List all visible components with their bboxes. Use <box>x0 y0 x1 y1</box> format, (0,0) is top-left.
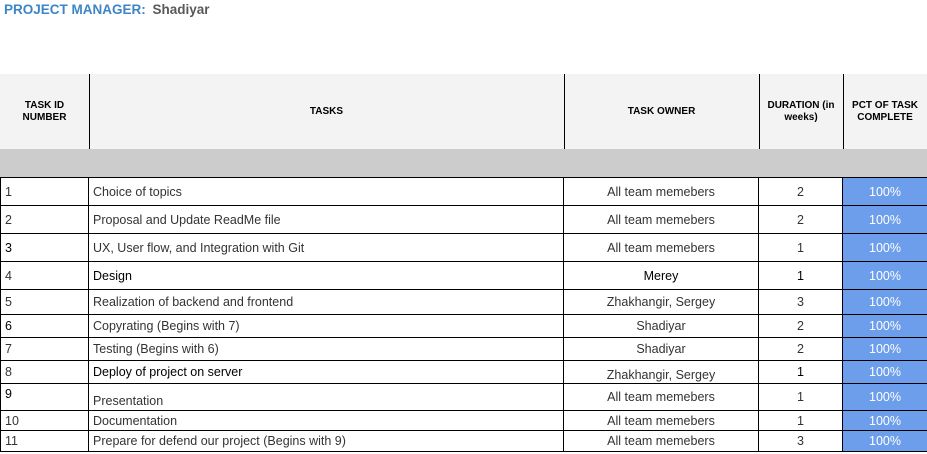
task-owner-cell[interactable]: All team memebers <box>564 178 759 205</box>
project-manager-label: PROJECT MANAGER: <box>4 2 146 17</box>
pct-complete-cell[interactable]: 100% <box>843 411 927 430</box>
task-name-cell[interactable]: Prepare for defend our project (Begins with 9) <box>89 431 564 451</box>
duration-cell[interactable]: 1 <box>759 234 843 261</box>
task-name-cell[interactable]: Deploy of project on server <box>89 361 564 383</box>
task-table <box>0 177 927 452</box>
table-row[interactable] <box>0 383 927 410</box>
duration-cell[interactable]: 2 <box>759 315 843 337</box>
task-owner-cell[interactable]: Merey <box>564 262 759 289</box>
task-name-cell[interactable]: Choice of topics <box>89 178 564 205</box>
table-row[interactable] <box>0 337 927 360</box>
table-row[interactable] <box>0 360 927 383</box>
task-id-cell[interactable]: 4 <box>0 262 89 289</box>
table-header <box>0 74 927 149</box>
duration-cell[interactable]: 3 <box>759 290 843 314</box>
task-owner-cell[interactable]: Shadiyar <box>564 338 759 360</box>
task-id-cell[interactable]: 8 <box>0 361 89 383</box>
pct-complete-cell[interactable]: 100% <box>843 315 927 337</box>
task-owner-cell[interactable]: All team memebers <box>564 206 759 233</box>
table-row[interactable] <box>0 261 927 289</box>
pct-complete-cell[interactable]: 100% <box>843 206 927 233</box>
task-id-cell[interactable]: 2 <box>0 206 89 233</box>
pct-complete-cell[interactable]: 100% <box>843 290 927 314</box>
header-task-owner[interactable]: TASK OWNER <box>627 105 696 117</box>
pct-complete-cell[interactable]: 100% <box>843 234 927 261</box>
task-name-cell[interactable]: UX, User flow, and Integration with Git <box>89 234 564 261</box>
task-name-cell[interactable]: Design <box>89 262 564 289</box>
header-tasks[interactable]: TASKS <box>309 105 344 117</box>
task-id-cell[interactable]: 11 <box>0 431 89 451</box>
task-owner-cell[interactable]: Shadiyar <box>564 315 759 337</box>
task-id-cell[interactable]: 6 <box>0 315 89 337</box>
duration-cell[interactable]: 1 <box>759 262 843 289</box>
table-row[interactable] <box>0 410 927 430</box>
table-row[interactable] <box>0 314 927 337</box>
section-band <box>0 149 927 177</box>
pct-complete-cell[interactable]: 100% <box>843 361 927 383</box>
task-owner-cell[interactable]: All team memebers <box>564 411 759 430</box>
duration-cell[interactable]: 1 <box>759 384 843 410</box>
table-row[interactable] <box>0 233 927 261</box>
pct-complete-cell[interactable]: 100% <box>843 384 927 410</box>
task-owner-cell[interactable]: Zhakhangir, Sergey <box>564 361 759 383</box>
project-manager-line <box>4 2 210 17</box>
pct-complete-cell[interactable]: 100% <box>843 431 927 451</box>
duration-cell[interactable]: 2 <box>759 206 843 233</box>
duration-cell[interactable]: 3 <box>759 431 843 451</box>
task-owner-cell[interactable]: All team memebers <box>564 234 759 261</box>
header-pct-complete[interactable]: PCT OF TASK COMPLETE <box>852 99 918 123</box>
table-row[interactable] <box>0 289 927 314</box>
task-owner-cell[interactable]: All team memebers <box>564 384 759 410</box>
pct-complete-cell[interactable]: 100% <box>843 262 927 289</box>
pct-complete-cell[interactable]: 100% <box>843 338 927 360</box>
duration-cell[interactable]: 2 <box>759 338 843 360</box>
task-name-cell[interactable]: Documentation <box>89 411 564 430</box>
task-id-cell[interactable]: 5 <box>0 290 89 314</box>
table-row[interactable] <box>0 205 927 233</box>
task-id-cell[interactable]: 9 <box>0 384 89 410</box>
task-id-cell[interactable]: 3 <box>0 234 89 261</box>
task-id-cell[interactable]: 1 <box>0 178 89 205</box>
header-duration[interactable]: DURATION (in weeks) <box>767 99 835 123</box>
pct-complete-cell[interactable]: 100% <box>843 178 927 205</box>
task-name-cell[interactable]: Presentation <box>89 384 564 410</box>
task-id-cell[interactable]: 10 <box>0 411 89 430</box>
table-row[interactable] <box>0 177 927 205</box>
header-task-id[interactable]: TASK ID NUMBER <box>22 99 67 123</box>
task-name-cell[interactable]: Realization of backend and frontend <box>89 290 564 314</box>
task-owner-cell[interactable]: Zhakhangir, Sergey <box>564 290 759 314</box>
task-id-cell[interactable]: 7 <box>0 338 89 360</box>
task-owner-cell[interactable]: All team memebers <box>564 431 759 451</box>
duration-cell[interactable]: 1 <box>759 361 843 383</box>
task-name-cell[interactable]: Proposal and Update ReadMe file <box>89 206 564 233</box>
project-manager-name: Shadiyar <box>152 2 210 17</box>
task-name-cell[interactable]: Testing (Begins with 6) <box>89 338 564 360</box>
task-name-cell[interactable]: Copyrating (Begins with 7) <box>89 315 564 337</box>
duration-cell[interactable]: 2 <box>759 178 843 205</box>
table-row[interactable] <box>0 430 927 452</box>
duration-cell[interactable]: 1 <box>759 411 843 430</box>
